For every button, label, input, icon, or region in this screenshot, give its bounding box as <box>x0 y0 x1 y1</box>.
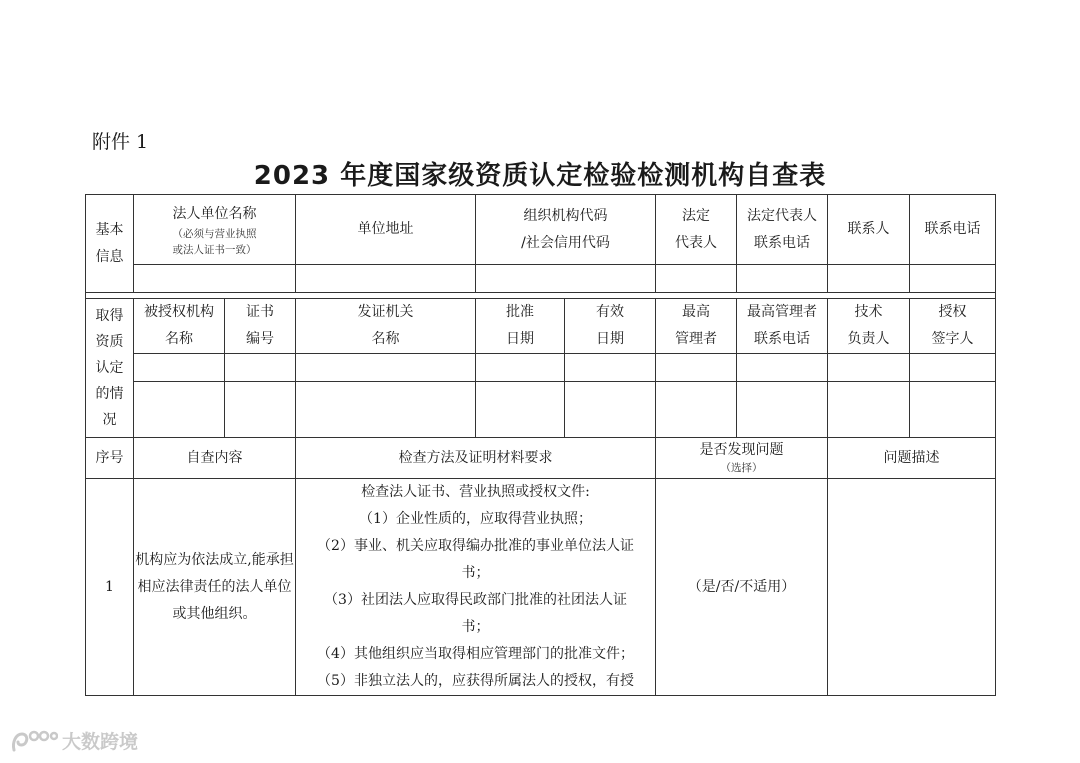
check-content-header: 自查内容 <box>134 438 296 479</box>
qualification-row <box>86 382 996 438</box>
legal-rep-header: 法定 代表人 <box>656 195 737 265</box>
row-number: 1 <box>86 479 134 696</box>
basic-info-header-row <box>86 195 996 265</box>
issue-found-select[interactable]: （是/否/不适用） <box>656 479 828 696</box>
contact-phone-header: 联系电话 <box>910 195 996 265</box>
legal-rep-phone-header: 法定代表人 联系电话 <box>737 195 828 265</box>
self-check-header-row <box>86 438 996 479</box>
qual-cell[interactable] <box>656 354 737 382</box>
watermark-text: 大数跨境 <box>62 731 139 753</box>
qual-cell[interactable] <box>828 382 910 438</box>
qual-cell[interactable] <box>565 382 656 438</box>
basic-info-value-row <box>86 265 996 293</box>
issue-found-header: 是否发现问题 （选择） <box>656 438 828 479</box>
qual-cell[interactable] <box>225 382 296 438</box>
org-code-cell[interactable] <box>476 265 656 293</box>
qual-cell[interactable] <box>910 382 996 438</box>
check-method: 检查法人证书、营业执照或授权文件: （1）企业性质的，应取得营业执照； （2）事业、机关应取得编办批准的事业单位法人证 书； （3）社团法人应取得民政部门批准的社团法人证 书； （4）其他组织应当取得相应管理部门的批准文件； （5）非独立法人的，应获得所属法人的授权，有授 <box>296 479 656 696</box>
top-manager-phone-header: 最高管理者 联系电话 <box>737 299 828 354</box>
self-check-table <box>85 194 996 696</box>
qual-cell[interactable] <box>565 354 656 382</box>
watermark-logo-icon <box>10 728 58 754</box>
qualification-row <box>86 354 996 382</box>
qual-cell[interactable] <box>656 382 737 438</box>
qual-cell[interactable] <box>737 382 828 438</box>
org-code-header: 组织机构代码 /社会信用代码 <box>476 195 656 265</box>
attachment-label: 附件 1 <box>92 131 149 153</box>
qual-cell[interactable] <box>296 354 476 382</box>
basic-info-label: 基本 信息 <box>86 195 134 293</box>
contact-header: 联系人 <box>828 195 910 265</box>
issue-description-cell[interactable] <box>828 479 996 696</box>
authorized-signatory-header: 授权 签字人 <box>910 299 996 354</box>
qual-cell[interactable] <box>828 354 910 382</box>
qual-cell[interactable] <box>737 354 828 382</box>
address-cell[interactable] <box>296 265 476 293</box>
certificate-number-header: 证书 编号 <box>225 299 296 354</box>
qual-cell[interactable] <box>225 354 296 382</box>
legal-entity-name-header: 法人单位名称 （必须与营业执照 或法人证书一致） <box>134 195 296 265</box>
check-content: 机构应为依法成立,能承担相应法律责任的法人单位或其他组织。 <box>134 479 296 696</box>
qual-cell[interactable] <box>476 354 565 382</box>
address-header: 单位地址 <box>296 195 476 265</box>
qualification-header-row <box>86 299 996 354</box>
qual-cell[interactable] <box>476 382 565 438</box>
approval-date-header: 批准 日期 <box>476 299 565 354</box>
legal-rep-phone-cell[interactable] <box>737 265 828 293</box>
valid-date-header: 有效 日期 <box>565 299 656 354</box>
check-method-header: 检查方法及证明材料要求 <box>296 438 656 479</box>
issue-description-header: 问题描述 <box>828 438 996 479</box>
watermark <box>10 727 138 754</box>
qual-cell[interactable] <box>910 354 996 382</box>
issuing-authority-header: 发证机关 名称 <box>296 299 476 354</box>
legal-rep-cell[interactable] <box>656 265 737 293</box>
top-manager-header: 最高 管理者 <box>656 299 737 354</box>
authorized-org-name-header: 被授权机构 名称 <box>134 299 225 354</box>
number-header: 序号 <box>86 438 134 479</box>
page-title: 2023 年度国家级资质认定检验检测机构自查表 <box>253 161 827 191</box>
qual-cell[interactable] <box>296 382 476 438</box>
qual-cell[interactable] <box>134 382 225 438</box>
qual-cell[interactable] <box>134 354 225 382</box>
table-row <box>86 479 996 696</box>
contact-phone-cell[interactable] <box>910 265 996 293</box>
qualification-label: 取得 资质 认定 的情 况 <box>86 299 134 438</box>
legal-entity-name-cell[interactable] <box>134 265 296 293</box>
technical-lead-header: 技术 负责人 <box>828 299 910 354</box>
contact-cell[interactable] <box>828 265 910 293</box>
